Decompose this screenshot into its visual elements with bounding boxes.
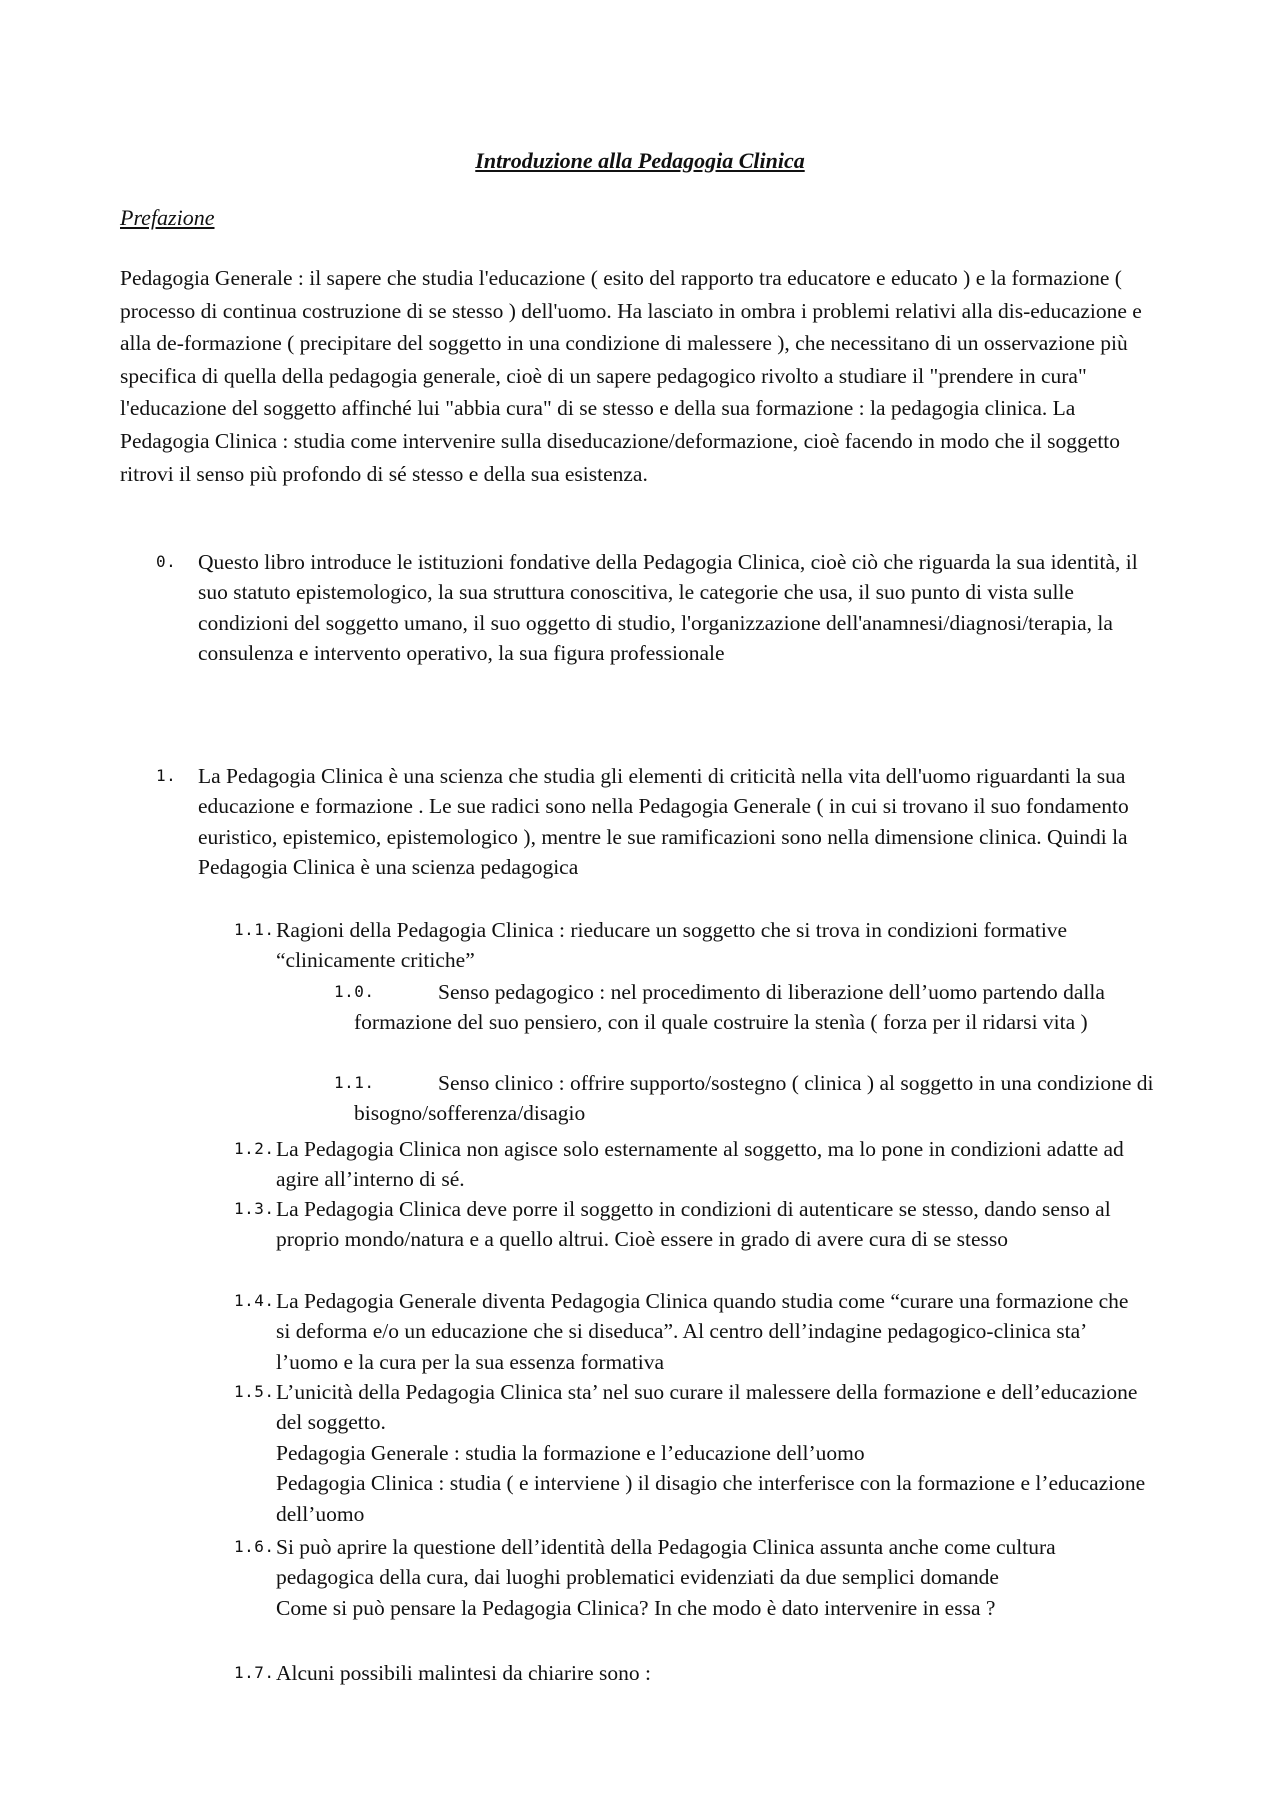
list-item-0 xyxy=(156,547,1158,669)
list-item-text: Questo libro introduce le istituzioni fondative della Pedagogia Clinica, cioè ciò che riguarda la sua identità, il suo statuto epistemologico, la sua struttura conoscitiva, le categorie che usa, il suo punto di vista sulle condizioni del soggetto umano, il suo oggetto di studio, l'organizzazione dell'anamnesi/diagnosi/terapia, la consulenza e intervento operativo, la sua figura professionale xyxy=(198,550,1138,666)
list-item-text: L’unicità della Pedagogia Clinica sta’ nel suo curare il malessere della formazione e dell’educazione del soggetto. xyxy=(276,1380,1138,1435)
list-item-text: Ragioni della Pedagogia Clinica : rieducare un soggetto che si trova in condizioni formative “clinicamente critiche” xyxy=(276,918,1068,973)
nested-item-1-1 xyxy=(334,1068,1154,1129)
list-item-text: Senso pedagogico : nel procedimento di liberazione dell’uomo partendo dalla formazione del suo pensiero, con il quale costruire la stenìa ( forza per il ridarsi vita ) xyxy=(354,980,1105,1035)
list-item-text: La Pedagogia Clinica deve porre il soggetto in condizioni di autenticare se stesso, dando senso al proprio mondo/natura e a quello altrui. Cioè essere in grado di avere cura di se stesso xyxy=(276,1197,1111,1252)
list-item-text: La Pedagogia Clinica non agisce solo esternamente al soggetto, ma lo pone in condizioni adatte ad agire all’interno di sé. xyxy=(276,1137,1124,1192)
list-item-text: Senso clinico : offrire supporto/sostegno ( clinica ) al soggetto in una condizione di bisogno/sofferenza/disagio xyxy=(354,1071,1154,1126)
section-heading-prefazione: Prefazione xyxy=(120,205,215,230)
document-title: Introduzione alla Pedagogia Clinica xyxy=(475,148,805,173)
list-number: 1.2. xyxy=(234,1139,275,1158)
list-number: 1. xyxy=(156,766,177,785)
sublist-item-1-2 xyxy=(234,1134,1146,1195)
list-number: 1.5. xyxy=(234,1382,275,1401)
list-number: 1.1. xyxy=(334,1073,375,1092)
sublist-item-1-4 xyxy=(234,1286,1146,1377)
list-item-extra-line: Pedagogia Clinica : studia ( e interviene ) il disagio che interferisce con la formazione e l’educazione dell’uomo xyxy=(276,1471,1146,1526)
list-number: 1.0. xyxy=(334,982,375,1001)
list-number: 1.6. xyxy=(234,1537,275,1556)
intro-paragraph: Pedagogia Generale : il sapere che studia l'educazione ( esito del rapporto tra educatore e educato ) e la formazione ( processo di continua costruzione di se stesso ) dell'uomo. Ha lasciato in ombra i problemi relativi alla dis-educazione e alla de-formazione ( precipitare del soggetto in una condizione di malessere ), che necessitano di un osservazione più specifica di quella della pedagogia generale, cioè di un sapere pedagogico rivolto a studiare il "prendere in cura" l'educazione del soggetto affinché lui "abbia cura" di se stesso e della sua formazione : la pedagogia clinica. La Pedagogia Clinica : studia come intervenire sulla diseducazione/deformazione, cioè facendo in modo che il soggetto ritrovi il senso più profondo di sé stesso e della sua esistenza. xyxy=(120,266,1142,486)
list-item-text: Alcuni possibili malintesi da chiarire sono : xyxy=(276,1661,651,1685)
list-item-text: La Pedagogia Clinica è una scienza che studia gli elementi di criticità nella vita dell'uomo riguardanti la sua educazione e formazione . Le sue radici sono nella Pedagogia Generale ( in cui si trovano il suo fondamento euristico, epistemico, epistemologico ), mentre le sue ramificazioni sono nella dimensione clinica. Quindi la Pedagogia Clinica è una scienza pedagogica xyxy=(198,764,1129,880)
list-number: 1.1. xyxy=(234,920,275,939)
list-item-extra-line: Pedagogia Generale : studia la formazione e l’educazione dell’uomo xyxy=(276,1440,865,1465)
sublist-item-1-5 xyxy=(234,1377,1146,1529)
sublist-item-1-7 xyxy=(234,1658,1146,1688)
list-item-extra-line: Come si può pensare la Pedagogia Clinica? In che modo è dato intervenire in essa ? xyxy=(276,1595,996,1620)
list-item-text: Si può aprire la questione dell’identità della Pedagogia Clinica assunta anche come cultura pedagogica della cura, dai luoghi problematici evidenziati da due semplici domande xyxy=(276,1535,1056,1590)
sublist-item-1-1 xyxy=(234,915,1146,976)
nested-item-1-0 xyxy=(334,977,1154,1038)
sublist-item-1-3 xyxy=(234,1194,1146,1255)
list-number: 0. xyxy=(156,552,177,571)
sublist-item-1-6 xyxy=(234,1532,1146,1623)
list-number: 1.7. xyxy=(234,1663,275,1682)
list-item-text: La Pedagogia Generale diventa Pedagogia Clinica quando studia come “curare una formazione che si deforma e/o un educazione che si diseduca”. Al centro dell’indagine pedagogico-clinica sta’ l’uomo e la cura per la sua essenza formativa xyxy=(276,1289,1129,1374)
list-number: 1.3. xyxy=(234,1199,275,1218)
list-number: 1.4. xyxy=(234,1291,275,1310)
list-item-1 xyxy=(156,761,1158,883)
